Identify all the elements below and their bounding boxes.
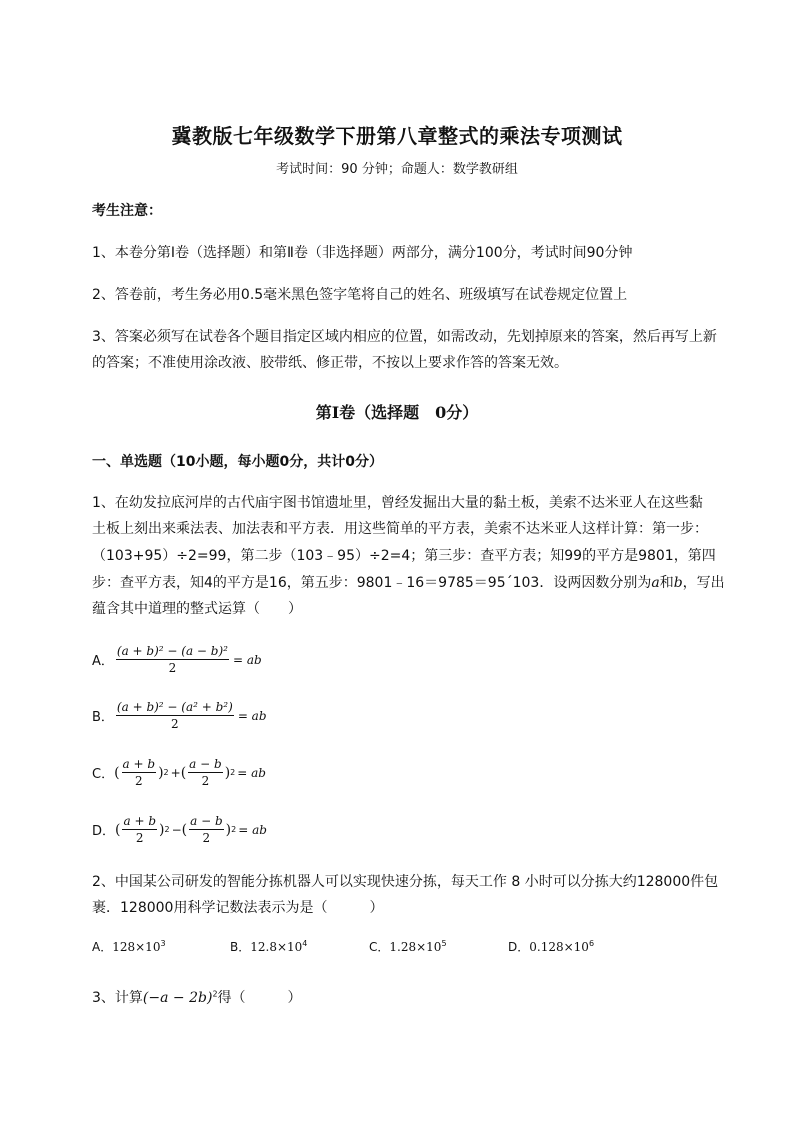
q1-line-1: 1、在幼发拉底河岸的古代庙宇图书馆遗址里，曾经发掘出大量的黏土板，美索不达米亚人在这些黏	[92, 495, 703, 511]
fraction	[116, 700, 234, 731]
option-label: B．	[92, 710, 114, 725]
option-label: A．	[92, 654, 114, 669]
document-title: 冀教版七年级数学下册第八章整式的乘法专项测试	[171, 124, 623, 148]
q2-options	[92, 938, 712, 958]
fraction-1	[122, 757, 157, 788]
denominator: 2	[168, 661, 177, 675]
q1-line-4	[92, 572, 725, 592]
option-label: D．	[92, 824, 116, 839]
notice-3-line-2: 的答案；不准使用涂改液、胶带纸、修正带，不按以上要求作答的答案无效。	[92, 355, 568, 371]
option-value: 1.28×10	[389, 940, 442, 954]
notice-3-line-1: 3、答案必须写在试卷各个题目指定区域内相应的位置，如需改动，先划掉原来的答案，然后再写上新	[92, 329, 717, 345]
option-value: 128×10	[112, 940, 161, 954]
q1-line-4-text: 步：查平方表，知4的平方是16，第五步：9801﹣16＝9785＝95´103．设两因数分别为	[92, 575, 652, 591]
exponent: 3	[160, 939, 166, 948]
q1-option-b[interactable]	[92, 700, 267, 731]
q2-option-b[interactable]	[230, 938, 307, 955]
paren-close: )	[158, 764, 164, 781]
denominator: 2	[134, 774, 143, 788]
exponent: 4	[302, 939, 308, 948]
exponent: 2	[163, 768, 169, 777]
numerator: a + b	[123, 814, 157, 828]
option-value: 0.128×10	[529, 940, 589, 954]
q2-option-a[interactable]	[92, 938, 166, 955]
fraction-1	[122, 814, 157, 845]
q2-option-c[interactable]	[369, 938, 447, 955]
exponent: 2	[230, 768, 236, 777]
q1-option-c[interactable]	[92, 757, 266, 788]
numerator: a − b	[189, 757, 222, 771]
exponent: 2	[231, 825, 237, 834]
q2-line-1: 2、中国某公司研发的智能分拣机器人可以实现快速分拣，每天工作 8 小时可以分拣大约128000件包	[92, 874, 719, 890]
numerator: a + b	[122, 757, 156, 771]
exponent: 2	[212, 989, 218, 999]
rhs: = ab	[238, 822, 267, 837]
notice-2: 2、答卷前，考生务必用0.5毫米黑色签字笔将自己的姓名、班级填写在试卷规定位置上	[92, 287, 628, 303]
operator: +	[170, 765, 181, 780]
fraction	[116, 644, 229, 675]
numerator: a − b	[190, 814, 223, 828]
numerator: (a + b)² − (a² + b²)	[116, 700, 233, 714]
notice-heading: 考生注意：	[92, 203, 162, 219]
fraction-2	[188, 757, 223, 788]
q1-option-d[interactable]	[92, 814, 267, 845]
denominator: 2	[135, 831, 144, 845]
option-value: 12.8×10	[250, 940, 303, 954]
operator: −	[171, 822, 182, 837]
var-a: a	[651, 575, 660, 591]
option-label: B．	[230, 940, 251, 954]
rhs: = ab	[237, 708, 267, 723]
section-title: 第Ⅰ卷（选择题 0分）	[315, 403, 479, 422]
paren-open: (	[115, 821, 121, 838]
paren-open: (	[180, 764, 187, 781]
rhs: = ab	[232, 652, 262, 667]
exam-subtitle: 考试时间：90 分钟；命题人：数学教研组	[276, 162, 518, 177]
option-label: C．	[92, 767, 115, 782]
paren-close: )	[159, 821, 165, 838]
paren-open: (	[114, 764, 120, 781]
fraction-2	[189, 814, 224, 845]
exponent: 2	[164, 825, 170, 834]
paren-open: (	[181, 821, 188, 838]
option-label: D．	[508, 940, 530, 954]
q3-line	[92, 987, 302, 1007]
part-heading: 一、单选题（10小题，每小题0分，共计0分）	[92, 454, 383, 470]
denominator: 2	[202, 831, 211, 845]
q2-line-2: 裹．128000用科学记数法表示为是（ ）	[92, 900, 384, 916]
var-b: b	[673, 575, 683, 591]
q2-option-d[interactable]	[508, 938, 594, 955]
denominator: 2	[201, 774, 210, 788]
paren-close: )	[225, 821, 232, 838]
numerator: (a + b)² − (a − b)²	[116, 644, 228, 658]
q1-line-4-tail: ，写出	[682, 575, 725, 591]
q3-prefix: 3、计算	[92, 990, 143, 1006]
option-label: A．	[92, 940, 113, 954]
denominator: 2	[171, 717, 179, 731]
notice-1: 1、本卷分第Ⅰ卷（选择题）和第Ⅱ卷（非选择题）两部分，满分100分，考试时间90分钟	[92, 245, 633, 261]
q1-line-5: 蕴含其中道理的整式运算（ ）	[92, 601, 302, 617]
exponent: 6	[588, 939, 595, 948]
q3-expression: (−a − 2b)	[142, 990, 213, 1006]
paren-close: )	[224, 764, 231, 781]
q3-suffix: 得（ ）	[217, 990, 302, 1006]
q1-line-2: 土板上刻出来乘法表、加法表和平方表．用这些简单的平方表，美索不达米亚人这样计算：第一步：	[92, 521, 708, 537]
rhs: = ab	[237, 765, 266, 780]
q1-line-3: （103+95）÷2=99，第二步（103﹣95）÷2=4；第三步：查平方表；知99的平方是9801，第四	[92, 548, 716, 564]
q1-option-a[interactable]	[92, 644, 262, 675]
option-label: C．	[369, 940, 390, 954]
q1-and: 和	[659, 575, 674, 591]
exponent: 5	[441, 939, 447, 948]
